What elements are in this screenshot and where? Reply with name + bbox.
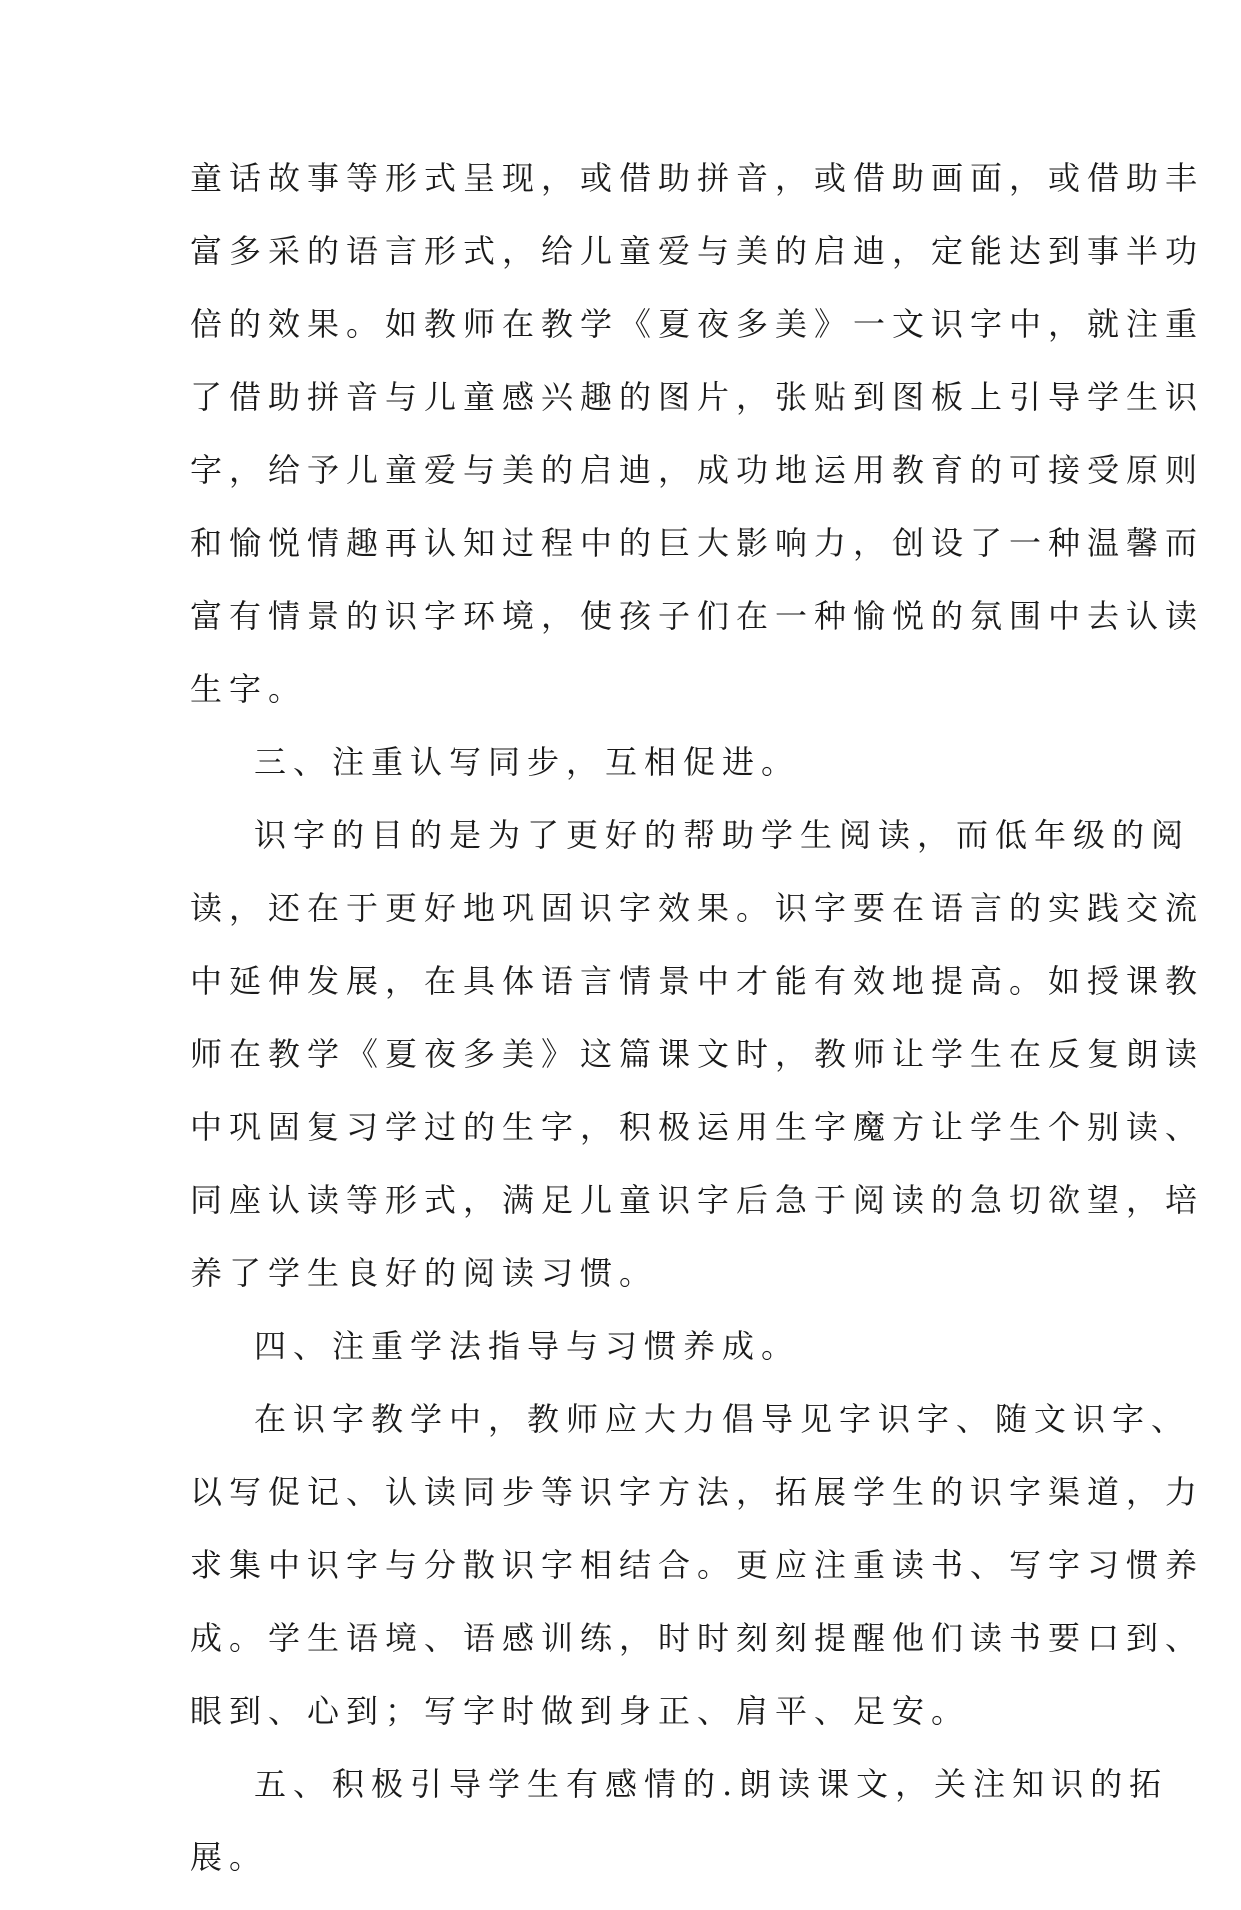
text-line: 倍的效果。如教师在教学《夏夜多美》一文识字中，就注重	[190, 305, 1205, 343]
text-line: 养了学生良好的阅读习惯。	[190, 1254, 659, 1292]
text-line: 以写促记、认读同步等识字方法，拓展学生的识字渠道，力	[190, 1473, 1205, 1511]
paragraph-start-line: 在识字教学中，教师应大力倡导见字识字、随文识字、	[254, 1400, 1191, 1438]
text-line: 中巩固复习学过的生字，积极运用生字魔方让学生个别读、	[190, 1108, 1205, 1146]
text-line: 成。学生语境、语感训练，时时刻刻提醒他们读书要口到、	[190, 1619, 1205, 1657]
text-line: 了借助拼音与儿童感兴趣的图片，张贴到图板上引导学生识	[190, 378, 1205, 416]
document-body	[190, 158, 1205, 1910]
text-line: 读，还在于更好地巩固识字效果。识字要在语言的实践交流	[190, 889, 1205, 927]
text-line: 童话故事等形式呈现，或借助拼音，或借助画面，或借助丰	[190, 159, 1205, 197]
text-line: 求集中识字与分散识字相结合。更应注重读书、写字习惯养	[190, 1546, 1205, 1584]
text-line: 生字。	[190, 670, 308, 708]
text-line: 字，给予儿童爱与美的启迪，成功地运用教育的可接受原则	[190, 451, 1205, 489]
text-line: 展。	[190, 1838, 269, 1876]
text-line: 富有情景的识字环境，使孩子们在一种愉悦的氛围中去认读	[190, 597, 1205, 635]
text-line: 中延伸发展，在具体语言情景中才能有效地提高。如授课教	[190, 962, 1205, 1000]
section-heading: 四、注重学法指导与习惯养成。	[254, 1327, 801, 1365]
text-line: 师在教学《夏夜多美》这篇课文时，教师让学生在反复朗读	[190, 1035, 1205, 1073]
text-line: 和愉悦情趣再认知过程中的巨大影响力，创设了一种温馨而	[190, 524, 1205, 562]
section-heading: 五、积极引导学生有感情的.朗读课文，关注知识的拓	[254, 1765, 1169, 1803]
paragraph-start-line: 识字的目的是为了更好的帮助学生阅读，而低年级的阅	[254, 816, 1191, 854]
text-line: 眼到、心到；写字时做到身正、肩平、足安。	[190, 1692, 971, 1730]
section-heading: 三、注重认写同步，互相促进。	[254, 743, 801, 781]
text-line: 同座认读等形式，满足儿童识字后急于阅读的急切欲望，培	[190, 1181, 1205, 1219]
text-line: 富多采的语言形式，给儿童爱与美的启迪，定能达到事半功	[190, 232, 1205, 270]
